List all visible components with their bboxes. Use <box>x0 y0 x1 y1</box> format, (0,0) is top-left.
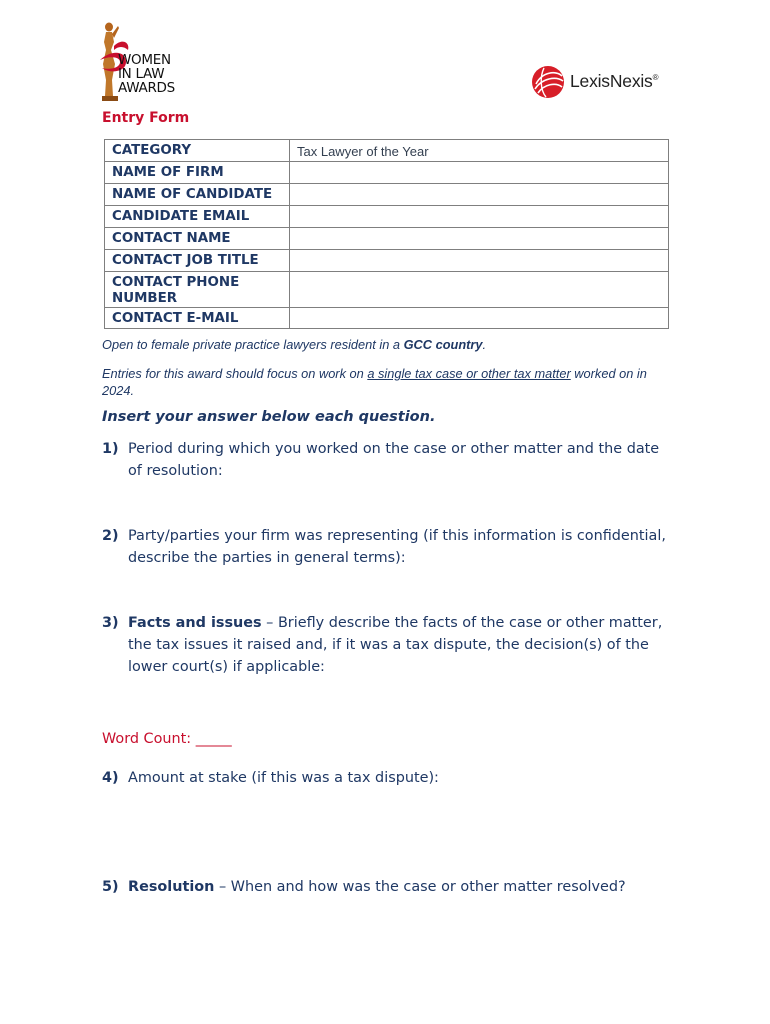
question-text: Resolution – When and how was the case or other matter resolved? <box>128 879 626 895</box>
candidate-email-field[interactable] <box>290 206 669 228</box>
question-number: 5) <box>102 879 119 895</box>
row-label: CONTACT JOB TITLE <box>105 250 290 272</box>
question-number: 1) <box>102 441 119 457</box>
row-label: CONTACT E-MAIL <box>105 308 290 329</box>
lexisnexis-logo <box>530 64 670 100</box>
question-text: Facts and issues – Briefly describe the facts of the case or other matter, the tax issues it raised and, if it was a tax dispute, the decision(s) of the lower court(s) if applicable: <box>128 615 663 675</box>
form-title: Entry Form <box>102 110 190 126</box>
question-5 <box>102 876 672 898</box>
eligibility-note: Open to female private practice lawyers resident in a GCC country. <box>102 337 487 352</box>
row-label: NAME OF CANDIDATE <box>105 184 290 206</box>
contact-phone-field[interactable] <box>290 272 669 308</box>
awards-logo-wordmark: WOMEN IN LAW AWARDS <box>118 52 175 96</box>
question-number: 4) <box>102 770 119 786</box>
row-label: CATEGORY <box>105 140 290 162</box>
focus-note: Entries for this award should focus on work on a single tax case or other tax matter worked on in 2024. <box>102 366 647 398</box>
contact-name-field[interactable] <box>290 228 669 250</box>
question-number: 2) <box>102 528 119 544</box>
women-in-law-awards-logo <box>96 20 196 102</box>
question-3 <box>102 612 672 678</box>
table-row <box>105 250 669 272</box>
row-label: NAME OF FIRM <box>105 162 290 184</box>
table-row <box>105 140 669 162</box>
lexisnexis-globe-icon <box>530 64 566 100</box>
contact-email-field[interactable] <box>290 308 669 329</box>
table-row <box>105 308 669 329</box>
question-text: Period during which you worked on the case or other matter and the date of resolution: <box>128 441 660 479</box>
contact-job-title-field[interactable] <box>290 250 669 272</box>
entry-details-table <box>104 139 669 329</box>
row-label: CANDIDATE EMAIL <box>105 206 290 228</box>
table-row <box>105 272 669 308</box>
question-1 <box>102 438 672 482</box>
lexisnexis-wordmark: LexisNexis® <box>570 71 659 91</box>
question-4 <box>102 767 672 789</box>
table-row <box>105 184 669 206</box>
row-label: CONTACT NAME <box>105 228 290 250</box>
candidate-name-field[interactable] <box>290 184 669 206</box>
answer-instructions: Insert your answer below each question. <box>102 409 436 425</box>
question-2 <box>102 525 672 569</box>
question-number: 3) <box>102 615 119 631</box>
table-row <box>105 228 669 250</box>
firm-name-field[interactable] <box>290 162 669 184</box>
category-value[interactable]: Tax Lawyer of the Year <box>290 140 669 162</box>
table-row <box>105 206 669 228</box>
question-text: Party/parties your firm was representing (if this information is confidential, describe the parties in general terms): <box>128 528 666 566</box>
row-label: CONTACT PHONE NUMBER <box>105 272 290 308</box>
table-row <box>105 162 669 184</box>
question-text: Amount at stake (if this was a tax dispute): <box>128 770 439 786</box>
word-count-label: Word Count: _____ <box>102 731 232 747</box>
